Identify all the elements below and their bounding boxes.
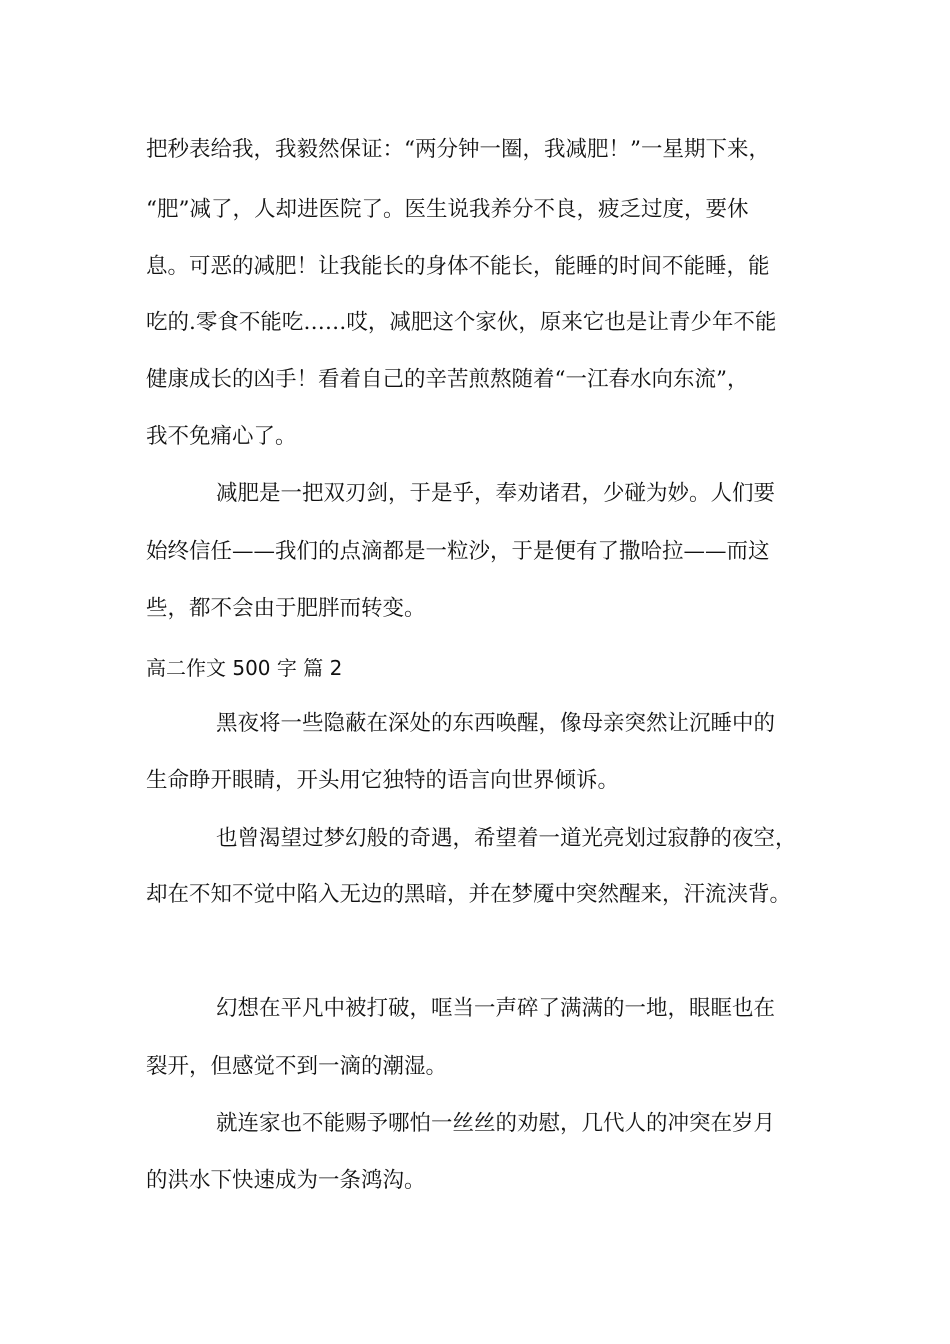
text-line: 裂开，但感觉不到一滴的潮湿。: [146, 1054, 448, 1079]
text-line: 黑夜将一些隐蔽在深处的东西唤醒，像母亲突然让沉睡中的: [216, 711, 776, 736]
text-line: “肥”减了，人却进医院了。医生说我养分不良，疲乏过度，要休: [146, 197, 749, 222]
text-line: 些，都不会由于肥胖而转变。: [146, 596, 426, 621]
text-line: 就连家也不能赐予哪怕一丝丝的劝慰，几代人的冲突在岁月: [216, 1111, 776, 1136]
section-heading: 高二作文 500 字 篇 2: [146, 656, 343, 680]
text-line: 息。可恶的减肥！让我能长的身体不能长，能睡的时间不能睡，能: [146, 254, 770, 279]
text-line: 我不免痛心了。: [146, 424, 297, 449]
text-line: 始终信任——我们的点滴都是一粒沙，于是便有了撒哈拉——而这: [146, 539, 770, 564]
text-line: 也曾渴望过梦幻般的奇遇，希望着一道光亮划过寂静的夜空，: [216, 826, 797, 851]
text-line: 健康成长的凶手！看着自己的辛苦煎熬随着“一江春水向东流”，: [146, 367, 749, 392]
text-line: 生命睁开眼睛，开头用它独特的语言向世界倾诉。: [146, 768, 620, 793]
text-line: 减肥是一把双刃剑，于是乎，奉劝诸君，少碰为妙。人们要: [216, 481, 776, 506]
text-line: 幻想在平凡中被打破，哐当一声碎了满满的一地，眼眶也在: [216, 996, 776, 1021]
text-line: 吃的.零食不能吃……哎，减肥这个家伙，原来它也是让青少年不能: [146, 310, 777, 335]
text-line: 把秒表给我，我毅然保证：“两分钟一圈，我减肥！”一星期下来，: [146, 137, 770, 162]
text-line: 却在不知不觉中陷入无边的黑暗，并在梦魇中突然醒来，汗流浃背。: [146, 882, 792, 907]
text-line: 的洪水下快速成为一条鸿沟。: [146, 1168, 426, 1193]
